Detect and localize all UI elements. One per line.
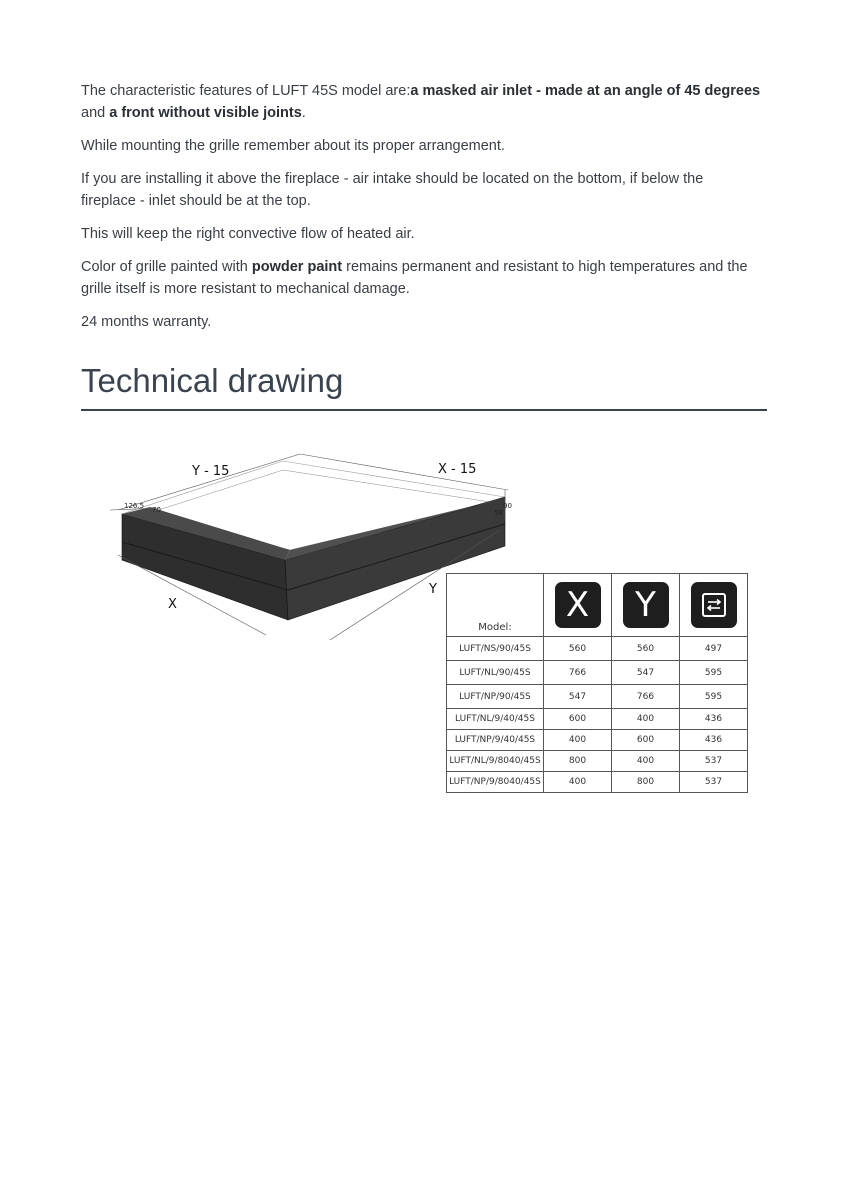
bold-span: a masked air inlet - made at an angle of 45 degrees: [410, 83, 761, 99]
size-cell: 497: [680, 637, 748, 661]
section-title: Technical drawing: [81, 362, 344, 399]
model-cell: LUFT/NP/9/40/45S: [447, 730, 544, 751]
x-cell: 400: [544, 772, 612, 793]
table-row: [447, 637, 748, 661]
y-cell: 800: [612, 772, 680, 793]
y-cell: 400: [612, 751, 680, 772]
model-cell: LUFT/NS/90/45S: [447, 637, 544, 661]
table-row: [447, 661, 748, 685]
y-cell: 400: [612, 709, 680, 730]
model-cell: LUFT/NP/9/8040/45S: [447, 772, 544, 793]
x-header-cell: [544, 574, 612, 637]
table-row: [447, 730, 748, 751]
dim-126: 126.5: [124, 502, 145, 510]
text-span: remains permanent and resistant to high temperatures and the grille itself is more resistant to mechanical damage.: [81, 259, 748, 297]
x-cell: 600: [544, 709, 612, 730]
size-cell: 537: [680, 772, 748, 793]
y-header-cell: [612, 574, 680, 637]
x-cell: 560: [544, 637, 612, 661]
size-cell: 595: [680, 685, 748, 709]
y-cell: 766: [612, 685, 680, 709]
text-span: .: [301, 105, 306, 121]
table-row: [447, 709, 748, 730]
flow-arrows-icon: [691, 582, 737, 628]
intro-paragraph-paint: [81, 256, 761, 300]
text-span: The characteristic features of LUFT 45S model are:: [81, 83, 411, 99]
y-cell: 560: [612, 637, 680, 661]
model-cell: LUFT/NL/9/8040/45S: [447, 751, 544, 772]
size-cell: 537: [680, 751, 748, 772]
table-header-row: [447, 574, 748, 637]
text-span: Color of grille painted with: [81, 259, 252, 275]
text-span: and: [81, 105, 110, 121]
table-row: [447, 751, 748, 772]
size-header-cell: [680, 574, 748, 637]
size-cell: 595: [680, 661, 748, 685]
label-x: X: [168, 597, 177, 612]
label-y15: Y - 15: [192, 464, 230, 479]
x-cell: 766: [544, 661, 612, 685]
size-cell: 436: [680, 709, 748, 730]
intro-paragraph-warranty: 24 months warranty.: [81, 314, 212, 330]
intro-paragraph-installing: If you are installing it above the fireplace - air intake should be located on the bottom, if below the fireplace - inlet should be at the top.: [81, 171, 704, 209]
model-cell: LUFT/NL/90/45S: [447, 661, 544, 685]
dimensions-table: [446, 573, 748, 793]
size-cell: 436: [680, 730, 748, 751]
intro-paragraph-mounting: While mounting the grille remember about its proper arrangement.: [81, 138, 505, 154]
model-header-cell: [447, 574, 544, 637]
y-cell: 547: [612, 661, 680, 685]
x-cell: 547: [544, 685, 612, 709]
model-cell: LUFT/NL/9/40/45S: [447, 709, 544, 730]
dim-58: 58: [494, 509, 503, 517]
label-x15: X - 15: [438, 462, 477, 477]
bold-span: a front without visible joints: [109, 105, 302, 121]
label-y: Y: [429, 582, 437, 597]
y-badge: Y: [623, 582, 669, 628]
dim-70: 70: [152, 506, 161, 514]
intro-paragraph-features: [81, 80, 761, 124]
dim-90: 90: [503, 502, 512, 510]
x-cell: 800: [544, 751, 612, 772]
x-badge: X: [555, 582, 601, 628]
y-cell: 600: [612, 730, 680, 751]
table-row: [447, 685, 748, 709]
x-cell: 400: [544, 730, 612, 751]
section-divider: [81, 409, 767, 411]
model-cell: LUFT/NP/90/45S: [447, 685, 544, 709]
intro-paragraph-convection: This will keep the right convective flow of heated air.: [81, 226, 415, 242]
model-header-label: Model:: [478, 621, 512, 633]
bold-span: powder paint: [251, 259, 343, 275]
table-row: [447, 772, 748, 793]
